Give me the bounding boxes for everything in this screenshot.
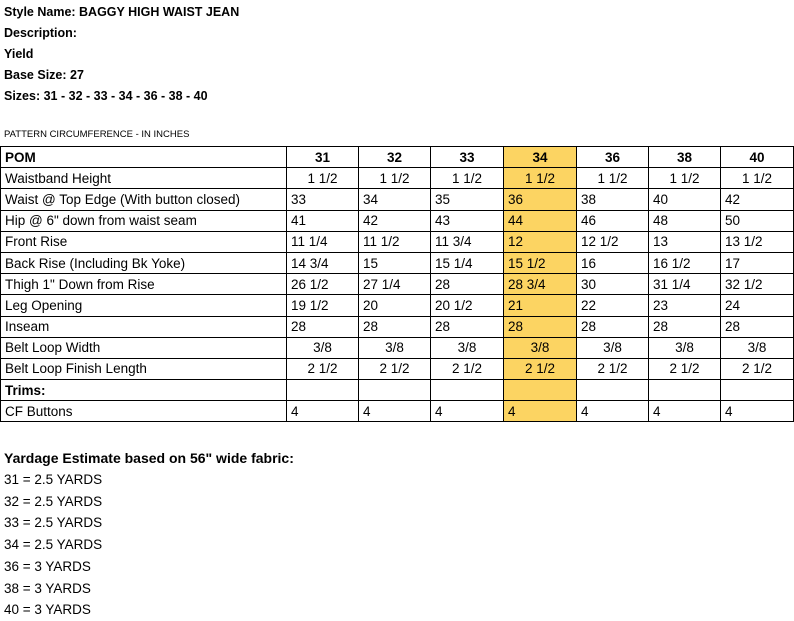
pom-label: Thigh 1" Down from Rise	[1, 274, 287, 295]
pom-label: Leg Opening	[1, 295, 287, 316]
measurement-cell: 13	[649, 231, 721, 252]
description-label: Description:	[4, 26, 77, 40]
measurement-cell: 14 3/4	[287, 252, 359, 273]
table-caption: PATTERN CIRCUMFERENCE - IN INCHES	[4, 129, 190, 140]
measurement-cell: 28	[431, 274, 504, 295]
measurement-cell: 38	[577, 189, 649, 210]
measurement-cell: 35	[431, 189, 504, 210]
measurement-cell: 34	[359, 189, 431, 210]
measurement-cell: 1 1/2	[287, 168, 359, 189]
measurement-cell: 15 1/2	[504, 252, 577, 273]
table-row	[1, 316, 794, 337]
measurement-cell	[287, 380, 359, 401]
measurement-cell: 22	[577, 295, 649, 316]
measurement-cell: 28	[721, 316, 794, 337]
measurement-cell: 50	[721, 210, 794, 231]
pom-label: Waist @ Top Edge (With button closed)	[1, 189, 287, 210]
measurement-cell: 1 1/2	[649, 168, 721, 189]
column-header-size: 34	[504, 147, 577, 168]
measurement-cell: 43	[431, 210, 504, 231]
measurement-cell: 1 1/2	[577, 168, 649, 189]
measurement-cell: 15 1/4	[431, 252, 504, 273]
measurement-cell: 2 1/2	[721, 358, 794, 379]
column-header-size: 40	[721, 147, 794, 168]
sizes-list: Sizes: 31 - 32 - 33 - 34 - 36 - 38 - 40	[4, 89, 208, 103]
measurement-cell: 42	[359, 210, 431, 231]
measurement-cell: 3/8	[431, 337, 504, 358]
measurement-cell: 48	[649, 210, 721, 231]
measurement-cell: 2 1/2	[431, 358, 504, 379]
column-header-size: 36	[577, 147, 649, 168]
column-header-pom: POM	[1, 147, 287, 168]
yardage-item: 36 = 3 YARDS	[4, 558, 91, 574]
measurement-cell: 46	[577, 210, 649, 231]
measurement-cell: 27 1/4	[359, 274, 431, 295]
measurement-cell: 44	[504, 210, 577, 231]
measurement-cell: 4	[431, 401, 504, 422]
measurement-cell: 19 1/2	[287, 295, 359, 316]
measurement-cell: 31 1/4	[649, 274, 721, 295]
measurement-cell: 1 1/2	[721, 168, 794, 189]
measurement-cell: 3/8	[287, 337, 359, 358]
measurement-cell: 4	[721, 401, 794, 422]
measurement-cell: 3/8	[504, 337, 577, 358]
yardage-item: 34 = 2.5 YARDS	[4, 537, 103, 553]
pom-label: Inseam	[1, 316, 287, 337]
measurement-cell: 36	[504, 189, 577, 210]
measurement-cell: 2 1/2	[504, 358, 577, 379]
measurement-cell	[504, 380, 577, 401]
measurement-cell: 28	[577, 316, 649, 337]
measurement-cell: 28	[649, 316, 721, 337]
column-header-size: 38	[649, 147, 721, 168]
base-size: Base Size: 27	[4, 68, 84, 82]
yardage-item: 32 = 2.5 YARDS	[4, 493, 103, 509]
yardage-item: 40 = 3 YARDS	[4, 602, 91, 618]
pom-label: Waistband Height	[1, 168, 287, 189]
measurement-cell: 2 1/2	[577, 358, 649, 379]
measurement-cell: 20 1/2	[431, 295, 504, 316]
pom-label: Belt Loop Width	[1, 337, 287, 358]
measurement-cell: 20	[359, 295, 431, 316]
table-row	[1, 337, 794, 358]
measurement-cell: 42	[721, 189, 794, 210]
measurement-cell: 3/8	[721, 337, 794, 358]
measurement-cell: 28	[287, 316, 359, 337]
measurement-cell: 2 1/2	[649, 358, 721, 379]
yardage-title: Yardage Estimate based on 56" wide fabric:	[4, 450, 294, 466]
measurement-cell: 4	[287, 401, 359, 422]
measurement-cell: 16	[577, 252, 649, 273]
column-header-size: 31	[287, 147, 359, 168]
table-row	[1, 168, 794, 189]
measurement-cell: 28	[504, 316, 577, 337]
measurement-cell: 24	[721, 295, 794, 316]
yardage-list	[4, 469, 102, 621]
measurement-cell: 40	[649, 189, 721, 210]
measurement-cell: 4	[649, 401, 721, 422]
yield-label: Yield	[4, 47, 34, 61]
pom-label: Front Rise	[1, 231, 287, 252]
table-row	[1, 210, 794, 231]
measurement-cell: 28 3/4	[504, 274, 577, 295]
measurement-cell: 23	[649, 295, 721, 316]
yardage-item: 31 = 2.5 YARDS	[4, 472, 103, 487]
measurement-cell: 30	[577, 274, 649, 295]
measurement-cell: 12	[504, 231, 577, 252]
table-row	[1, 189, 794, 210]
table-row	[1, 401, 794, 422]
measurement-cell: 2 1/2	[287, 358, 359, 379]
measurement-cell	[359, 380, 431, 401]
table-row	[1, 252, 794, 273]
measurement-cell: 33	[287, 189, 359, 210]
measurement-cell: 3/8	[649, 337, 721, 358]
table-row	[1, 231, 794, 252]
pom-label: CF Buttons	[1, 401, 287, 422]
measurement-cell: 32 1/2	[721, 274, 794, 295]
measurement-cell	[431, 380, 504, 401]
table-row	[1, 358, 794, 379]
measurement-cell: 11 3/4	[431, 231, 504, 252]
measurement-cell: 4	[504, 401, 577, 422]
column-header-size: 32	[359, 147, 431, 168]
measurement-cell: 3/8	[359, 337, 431, 358]
measurement-cell: 28	[431, 316, 504, 337]
pom-label: Back Rise (Including Bk Yoke)	[1, 252, 287, 273]
measurement-cell: 3/8	[577, 337, 649, 358]
pom-label: Hip @ 6" down from waist seam	[1, 210, 287, 231]
table-row	[1, 274, 794, 295]
measurement-cell: 26 1/2	[287, 274, 359, 295]
yardage-item: 38 = 3 YARDS	[4, 580, 91, 596]
table-header-row	[1, 147, 794, 168]
pom-label: Trims:	[1, 380, 287, 401]
measurement-cell: 41	[287, 210, 359, 231]
measurement-cell: 21	[504, 295, 577, 316]
column-header-size: 33	[431, 147, 504, 168]
table-row	[1, 295, 794, 316]
measurement-cell: 28	[359, 316, 431, 337]
measurement-cell: 11 1/2	[359, 231, 431, 252]
measurement-cell: 15	[359, 252, 431, 273]
measurement-cell: 4	[359, 401, 431, 422]
measurement-cell: 1 1/2	[431, 168, 504, 189]
measurement-cell: 2 1/2	[359, 358, 431, 379]
measurement-cell	[577, 380, 649, 401]
measurement-cell: 1 1/2	[504, 168, 577, 189]
style-name: Style Name: BAGGY HIGH WAIST JEAN	[4, 5, 240, 19]
measurement-cell: 1 1/2	[359, 168, 431, 189]
measurement-cell: 17	[721, 252, 794, 273]
measurement-cell: 16 1/2	[649, 252, 721, 273]
pom-label: Belt Loop Finish Length	[1, 358, 287, 379]
measurement-cell: 11 1/4	[287, 231, 359, 252]
yardage-item: 33 = 2.5 YARDS	[4, 515, 103, 531]
measurement-cell: 12 1/2	[577, 231, 649, 252]
spec-table	[0, 146, 794, 422]
measurement-cell	[649, 380, 721, 401]
table-row	[1, 380, 794, 401]
measurement-cell: 4	[577, 401, 649, 422]
measurement-cell: 13 1/2	[721, 231, 794, 252]
measurement-cell	[721, 380, 794, 401]
